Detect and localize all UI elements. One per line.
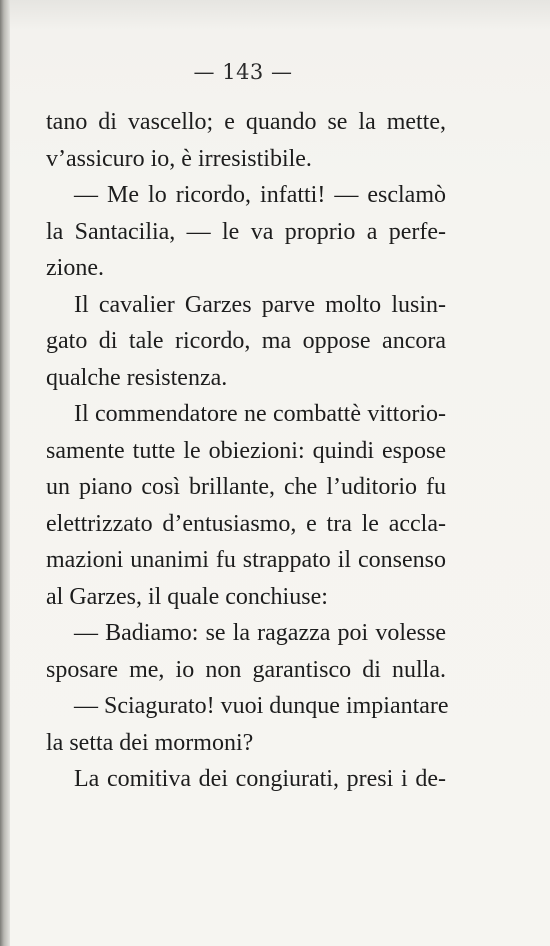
text-line: La comitiva dei congiurati, presi i de-: [74, 766, 446, 792]
text-line: un piano così brillante, che l’uditorio fu: [46, 474, 446, 500]
text-line: — Badiamo: se la ragazza poi volesse: [74, 620, 446, 646]
text-line: elettrizzato d’entusiasmo, e tra le accla-: [46, 510, 446, 537]
text-line: la setta dei mormoni?: [46, 729, 254, 756]
text-line: — Sciagurato! vuoi dunque impiantare: [74, 693, 449, 719]
text-line: al Garzes, il quale conchiuse:: [46, 583, 328, 610]
text-line: zione.: [46, 255, 104, 281]
text-line: la Santacilia, — le va proprio a perfe-: [46, 218, 446, 245]
body-text: [46, 104, 449, 798]
text-line: Il commendatore ne combattè vittorio-: [74, 401, 446, 427]
text-line: v’assicuro io, è irresistibile.: [46, 145, 312, 172]
text-line: tano di vascello; e quando se la mette,: [46, 109, 446, 135]
page-number: — 143 —: [193, 60, 293, 84]
text-line: samente tutte le obiezioni: quindi espose: [46, 437, 446, 464]
page-spine-shadow: [0, 0, 10, 946]
text-line: gato di tale ricordo, ma oppose ancora: [46, 328, 446, 354]
text-line: mazioni unanimi fu strappato il consenso: [46, 547, 446, 573]
text-line: qualche resistenza.: [46, 364, 228, 391]
text-line: sposare me, io non garantisco di nulla.: [46, 656, 446, 683]
text-line: Il cavalier Garzes parve molto lusin-: [74, 291, 446, 318]
text-line: — Me lo ricordo, infatti! — esclamò: [74, 182, 446, 208]
